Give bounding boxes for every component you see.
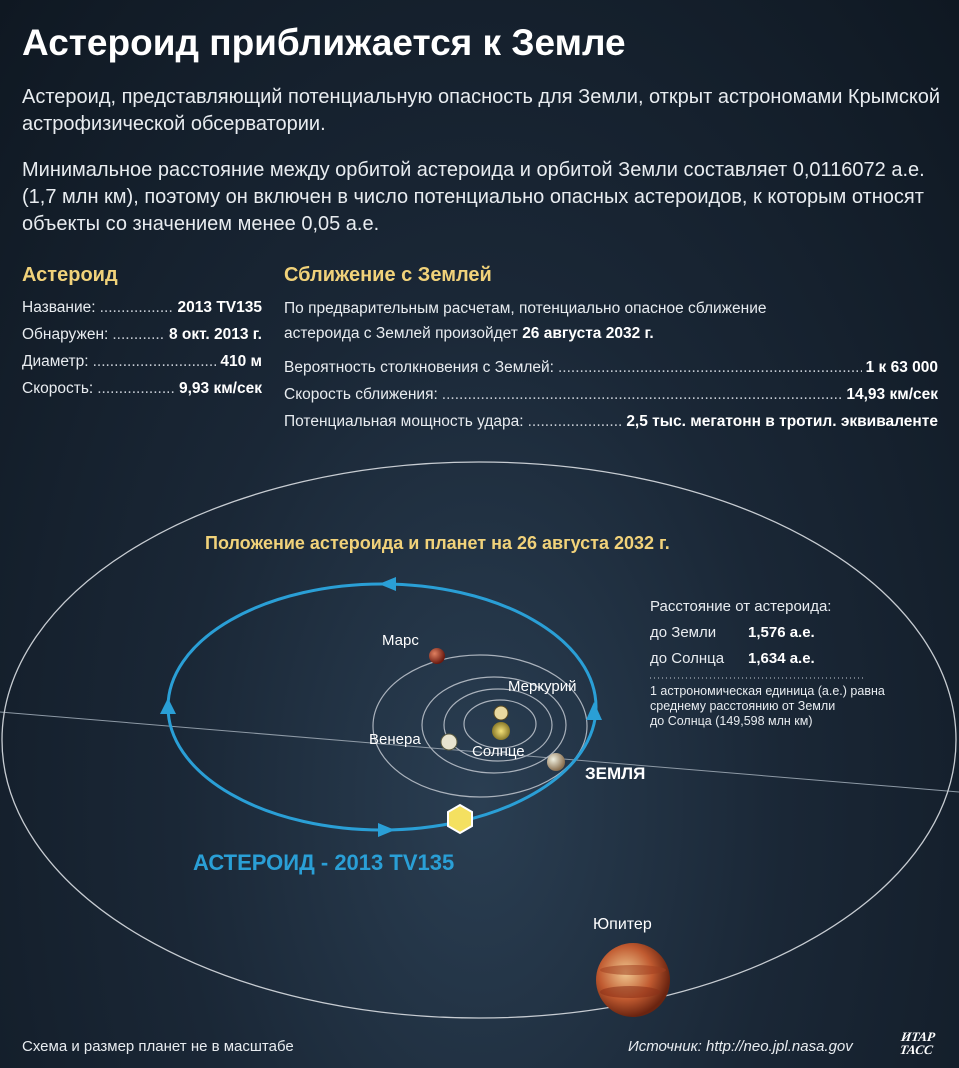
spec-label: Название:: [22, 299, 96, 316]
intro-paragraph-2: Минимальное расстояние между орбитой астероида и орбитой Земли составляет 0,0116072 а.е. (1,7 млн км), поэтому он включен в число потенциально опасных астероидов, к которым относят объекты со значением менее 0,05 а.е.: [22, 159, 925, 235]
mars-icon: [429, 648, 445, 664]
asteroid-orbit: [168, 584, 596, 830]
approach-value: 1 к 63 000: [865, 359, 938, 376]
orbit-arrow-top: [379, 577, 396, 591]
distance-sun-label: до Солнца: [650, 650, 725, 667]
sun-icon: [492, 722, 510, 740]
approach-label: Потенциальная мощность удара:: [284, 413, 524, 430]
approach-text: [284, 296, 938, 346]
orbit-arrow-left: [160, 698, 176, 714]
au-note-line2: среднему расстоянию от Земли: [650, 699, 836, 713]
earth-icon: [547, 753, 565, 771]
distance-heading: Расстояние от астероида:: [650, 598, 832, 615]
au-note-line1: 1 астрономическая единица (а.е.) равна: [650, 684, 885, 698]
spec-value: 2013 TV135: [177, 299, 262, 316]
spec-label: Скорость:: [22, 380, 94, 397]
mars-label: Марс: [382, 632, 419, 649]
distance-sun-value: 1,634 а.е.: [748, 650, 815, 667]
approach-row-probability: [284, 354, 938, 381]
sun-label: Солнце: [472, 743, 525, 760]
jupiter-band-icon: [600, 986, 660, 998]
distance-earth-label: до Земли: [650, 624, 717, 641]
earth-label: ЗЕМЛЯ: [585, 764, 646, 783]
distance-earth-value: 1,576 а.е.: [748, 624, 815, 641]
source-note: Источник: http://neo.jpl.nasa.gov: [628, 1038, 853, 1055]
approach-value: 14,93 км/сек: [846, 386, 938, 403]
spec-label: Обнаружен:: [22, 326, 109, 343]
approach-date: 26 августа 2032 г.: [522, 325, 654, 342]
spec-value: 410 м: [220, 353, 262, 370]
venus-icon: [441, 734, 457, 750]
spec-value: 9,93 км/сек: [178, 380, 262, 397]
diagram-caption: Положение астероида и планет на 26 августа 2032 г.: [205, 533, 670, 553]
jupiter-label: Юпитер: [593, 916, 652, 933]
mars-orbit: [373, 655, 587, 797]
asteroid-spec-list: [22, 294, 262, 402]
approach-list: [284, 354, 938, 435]
spec-row-speed: [22, 375, 262, 402]
approach-row-speed: [284, 381, 938, 408]
mercury-label: Меркурий: [508, 678, 577, 695]
spec-row-name: [22, 294, 262, 321]
orbit-arrow-right: [586, 702, 602, 720]
approach-text-line2: [284, 321, 938, 346]
au-note-line3: до Солнца (149,598 млн км): [650, 714, 813, 728]
jupiter-band-icon: [600, 965, 666, 975]
spec-row-diameter: [22, 348, 262, 375]
logo-line1: ИТАР: [900, 1029, 937, 1044]
spec-row-discovered: [22, 321, 262, 348]
approach-heading: Сближение с Землей: [284, 264, 492, 286]
au-note: [650, 684, 950, 729]
approach-label: Вероятность столкновения с Землей:: [284, 359, 554, 376]
approach-text-line1: По предварительным расчетам, потенциально опасное сближение: [284, 300, 767, 317]
scale-note: Схема и размер планет не в масштабе: [22, 1038, 294, 1055]
asteroid-icon: [448, 805, 472, 833]
venus-label: Венера: [369, 731, 421, 748]
intro-paragraph-1: Астероид, представляющий потенциальную опасность для Земли, открыт астрономами Крымской астрофизической обсерватории.: [22, 86, 941, 135]
approach-row-power: [284, 408, 938, 435]
jupiter-icon: [596, 943, 670, 1017]
orbit-arrow-bottom: [378, 823, 395, 837]
spec-value: 8 окт. 2013 г.: [169, 326, 262, 343]
approach-text-line2-main: астероида с Землей произойдет: [284, 325, 518, 342]
spec-label: Диаметр:: [22, 353, 89, 370]
page-title: Астероид приближается к Земле: [22, 22, 626, 63]
approach-value: 2,5 тыс. мегатонн в тротил. эквиваленте: [626, 413, 938, 430]
logo-line2: ТАСС: [898, 1042, 934, 1057]
mercury-icon: [494, 706, 508, 720]
orbit-diagram: [0, 440, 959, 1030]
asteroid-label: АСТЕРОИД - 2013 TV135: [193, 850, 455, 875]
itar-tass-logo: [886, 1030, 948, 1060]
approach-label: Скорость сближения:: [284, 386, 438, 403]
asteroid-heading: Астероид: [22, 264, 118, 286]
